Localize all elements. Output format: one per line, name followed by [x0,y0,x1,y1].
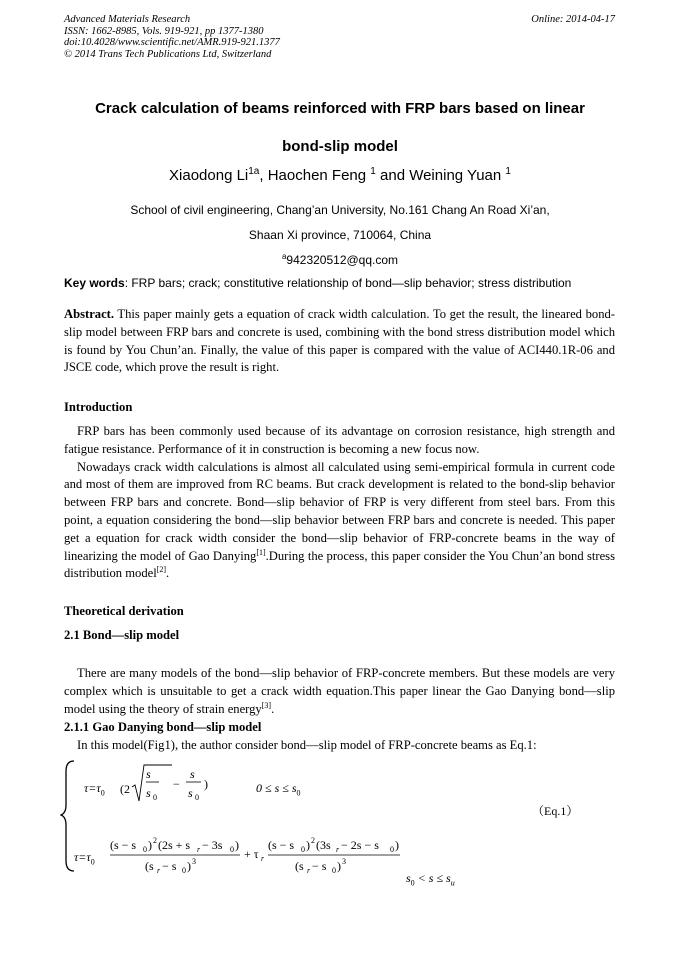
section-2-1-1-paragraph: In this model(Fig1), the author consider bond—slip model of FRP-concrete beams as Eq.1: [77,738,537,752]
email-sup: a [281,252,287,261]
svg-text:0: 0 [143,845,147,854]
author-list [40,166,640,184]
title-line-2: bond-slip model [282,138,398,155]
affiliation-line-1: School of civil engineering, Chang’an University, No.161 Chang An Road Xi’an, [130,203,550,217]
citation-3[interactable]: [3] [261,700,272,710]
intro-p2-text-b: .During the process, this paper consider the You Chun’an bond stress distribution model [64,548,615,581]
svg-text:2: 2 [311,836,315,845]
svg-text:): ) [395,838,399,852]
svg-text:0: 0 [195,793,199,802]
intro-p2-text-c: . [166,566,170,581]
section-2-1-1-body [64,737,615,755]
paper-title [40,90,640,166]
svg-text:(s − s: (s − s [110,838,137,852]
author-1: Xiaodong Li [169,167,249,184]
svg-text:− s: − s [162,859,177,873]
issn-line: ISSN: 1662-8985, Vols. 919-921, pp 1377-1380 [64,25,264,37]
svg-text:): ) [337,859,341,873]
svg-text:−: − [173,777,180,791]
svg-text:): ) [235,838,239,852]
svg-text:2: 2 [153,836,157,845]
svg-text:s: s [146,767,151,781]
svg-text:(3s: (3s [316,838,331,852]
sec21-text-a: There are many models of the bond—slip behavior of FRP-concrete members. But these models are very complex which is unsuitable to get a crack width equation.This paper linear the Gao Danying bond—slip model using the theory of strain energy [64,666,615,716]
sec21-text-b: . [271,701,275,716]
svg-text:0: 0 [332,866,336,875]
journal-name: Advanced Materials Research [64,14,191,25]
author-3: and Weining Yuan [375,167,506,184]
section-heading-theory: Theoretical derivation [64,604,184,618]
svg-text:(s: (s [295,859,304,873]
title-line-1: Crack calculation of beams reinforced with FRP bars based on linear [95,100,585,117]
abstract [64,306,615,377]
intro-p2-text-a: Nowadays crack width calculations is almost all calculated using semi-empirical formula in current code and most of them are improved from RC beams. But crack development is related to the bond-slip behavior between FRP bars and concrete. Bond—slip behavior of FRP is very different from steel bars. From this point, a equation considering the bond—slip behavior between FRP bars and concrete is needed. This paper get a equation for crack width consider the bond—slip behavior of FRP-concrete beams in the way of linearizing the model of Gao Danying [64,459,615,563]
abstract-label: Abstract. [64,307,115,321]
svg-text:s: s [190,767,195,781]
equation-line-1-condition: $0 \le s \le s_0$ [256,781,301,798]
introduction-body [64,423,615,583]
svg-text:(2s + s: (2s + s [158,838,191,852]
svg-text:0: 0 [153,793,157,802]
svg-text:− 3s: − 3s [202,838,223,852]
citation-2[interactable]: [2] [156,565,167,575]
equation-line-2-condition: $s_0 < s \le s_u$ [406,871,455,888]
citation-1[interactable]: [1] [256,547,266,557]
intro-paragraph-2 [64,459,615,584]
svg-text:+ τ: + τ [244,847,259,861]
journal-header [64,14,615,60]
author-1-affil: 1a [248,166,260,177]
svg-text:s: s [146,786,151,800]
author-2: , Haochen Feng [259,167,371,184]
svg-text:): ) [148,838,152,852]
svg-text:3: 3 [192,857,196,866]
svg-text:(s: (s [145,859,154,873]
section-2-1-body [64,665,615,718]
svg-text:s: s [188,786,193,800]
intro-paragraph-1: FRP bars has been commonly used because of its advantage on corrosion resistance, high strength and fatigue resistance. Performance of it in construction is becoming a new focus now. [64,424,615,456]
svg-text:r: r [197,845,201,854]
equation-label: （Eq.1） [532,804,579,818]
equation-line-2-lhs: $\tau=\tau_0$ [74,850,95,867]
equation-brace [60,757,620,892]
keywords-text: : FRP bars; crack; constitutive relationship of bond—slip behavior; stress distribution [124,276,572,290]
svg-text:0: 0 [390,845,394,854]
svg-text:): ) [204,777,208,791]
author-email [40,252,640,267]
author-3-affil: 1 [505,166,511,177]
svg-text:r: r [336,845,340,854]
svg-text:3: 3 [342,857,346,866]
keywords-label: Key words [64,276,125,290]
author-2-affil: 1 [370,166,376,177]
copyright-line: © 2014 Trans Tech Publications Ltd, Switzerland [64,48,272,60]
svg-text:r: r [157,866,161,875]
subsection-heading-2-1: 2.1 Bond—slip model [64,628,180,642]
svg-text:− 2s − s: − 2s − s [341,838,379,852]
svg-text:(s − s: (s − s [268,838,295,852]
section-2-1-paragraph [64,665,615,718]
section-heading-introduction: Introduction [64,400,133,414]
equation-1 [60,757,620,892]
keywords [64,276,624,290]
svg-text:(2: (2 [120,782,130,796]
svg-text:): ) [306,838,310,852]
equation-line-1-lhs: $\tau=\tau_0$ [84,781,105,798]
svg-text:0: 0 [230,845,234,854]
subsection-heading-2-1-1: 2.1.1 Gao Danying bond—slip model [64,720,262,734]
svg-text:− s: − s [312,859,327,873]
online-date: Online: 2014-04-17 [531,14,615,25]
svg-text:r: r [307,866,311,875]
svg-text:0: 0 [182,866,186,875]
affiliation-line-2: Shaan Xi province, 710064, China [248,228,432,242]
svg-text:): ) [187,859,191,873]
email-address[interactable]: 942320512@qq.com [286,253,399,267]
svg-text:r: r [261,854,265,863]
abstract-text: This paper mainly gets a equation of crack width calculation. To get the result, the lineared bond-slip model between FRP bars and concrete is used, combining with the bond stress distribution model which is found by You Chun’an. Finally, the value of this paper is compared with the value of ACI440.1R-06 and JSCE code, which prove the result is right. [64,307,615,375]
svg-text:0: 0 [301,845,305,854]
doi-line: doi:10.4028/www.scientific.net/AMR.919-921.1377 [64,37,280,48]
